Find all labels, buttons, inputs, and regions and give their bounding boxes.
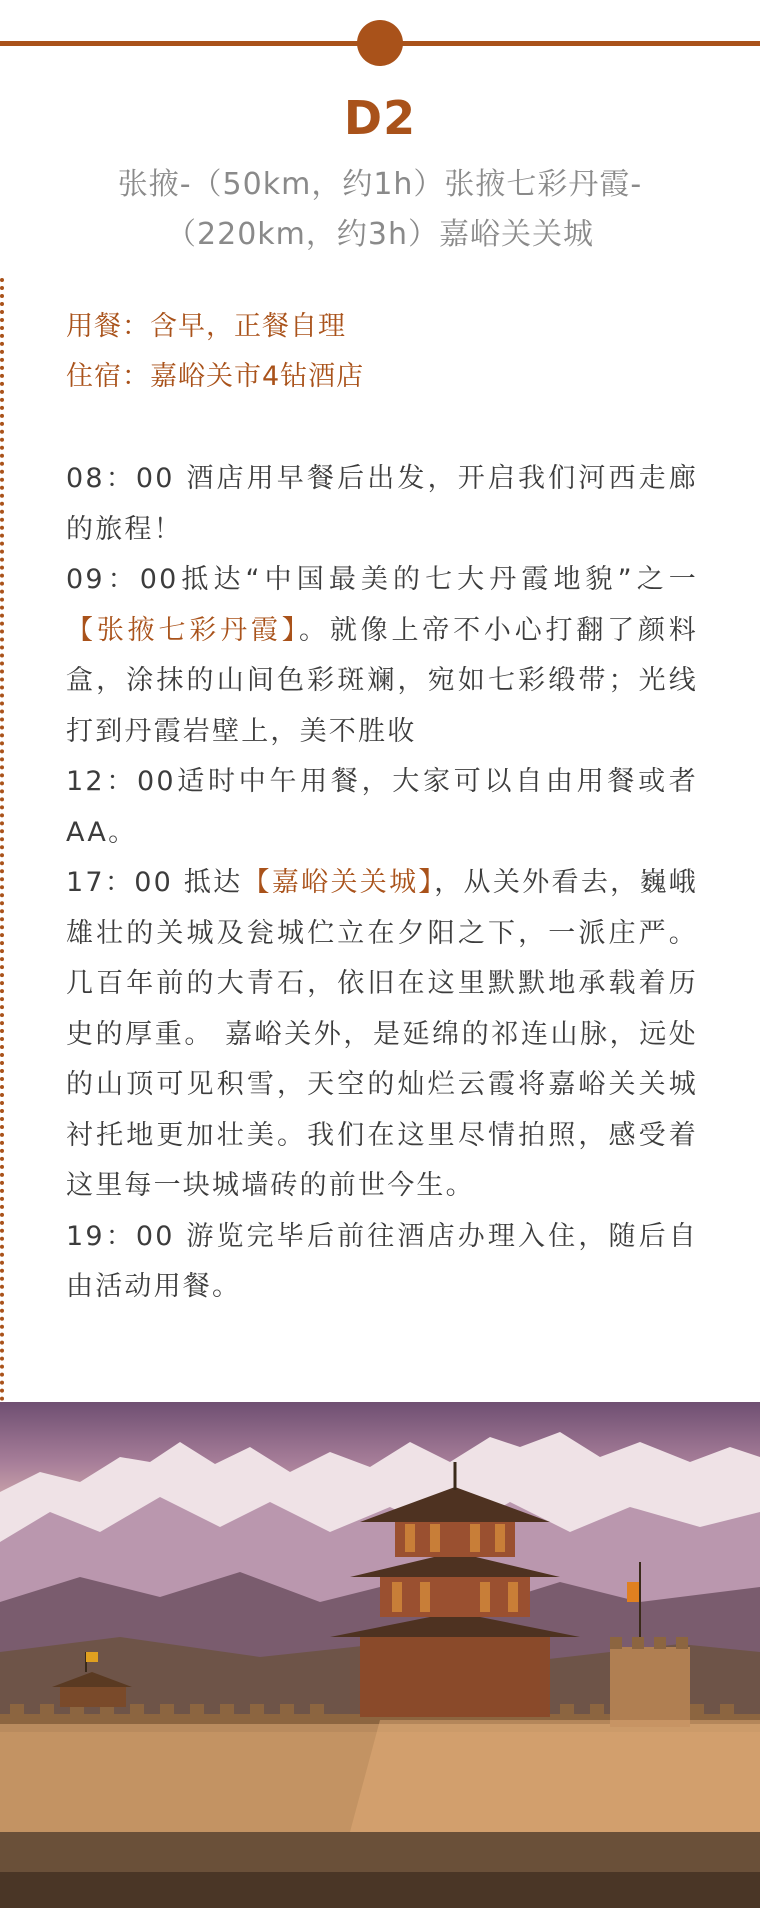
lodging-info: 住宿：嘉峪关市4钻酒店 [66, 361, 365, 392]
dotted-rail [0, 278, 4, 1402]
itinerary-1900: 19：00 游览完毕后前往酒店办理入住，随后自由活动用餐。 [66, 1220, 698, 1302]
itinerary-1700 [66, 858, 698, 1212]
top-divider-dot [357, 20, 403, 66]
meals-info: 用餐：含早，正餐自理 [66, 311, 346, 342]
route-subtitle: 张掖-（50km，约1h）张掖七彩丹霞-（220km，约3h）嘉峪关关城 [117, 167, 643, 252]
itinerary-0800: 08：00 酒店用早餐后出发，开启我们河西走廊的旅程！ [66, 463, 698, 545]
itinerary-1700-desc: ，从关外看去，巍峨雄壮的关城及瓮城伫立在夕阳之下，一派庄严。几百年前的大青石，依旧在这里默默地承载着历史的厚重。 嘉峪关外，是延绵的祁连山脉，远处的山顶可见积雪，天空的灿烂云霞将嘉峪关关城衬托地更加壮美。我们在这里尽情拍照，感受着这里每一块城墙砖的前世今生。 [66, 867, 698, 1201]
jiayuguan-highlight: 【嘉峪关关城】 [242, 867, 435, 898]
itinerary-1700-text: 17：00 抵达 [66, 867, 243, 898]
jiayuguan-fortress-photo [0, 1402, 760, 1908]
itinerary-1200: 12：00适时中午用餐，大家可以自由用餐或者AA。 [66, 766, 698, 848]
fortress-illustration [0, 1402, 760, 1908]
danxia-highlight: 【张掖七彩丹霞】 [66, 614, 300, 646]
itinerary-0900 [66, 555, 698, 757]
itinerary-text [66, 454, 698, 1313]
itinerary-0900-text: 09：00抵达“中国最美的七大丹霞地貌”之一 [66, 564, 698, 595]
itinerary-0900-desc: 。就像上帝不小心打翻了颜料盒，涂抹的山间色彩斑斓，宛如七彩缎带；光线打到丹霞岩壁上，美不胜收 [66, 614, 698, 747]
meta-info [66, 302, 696, 402]
day-title: D2 [343, 91, 417, 145]
